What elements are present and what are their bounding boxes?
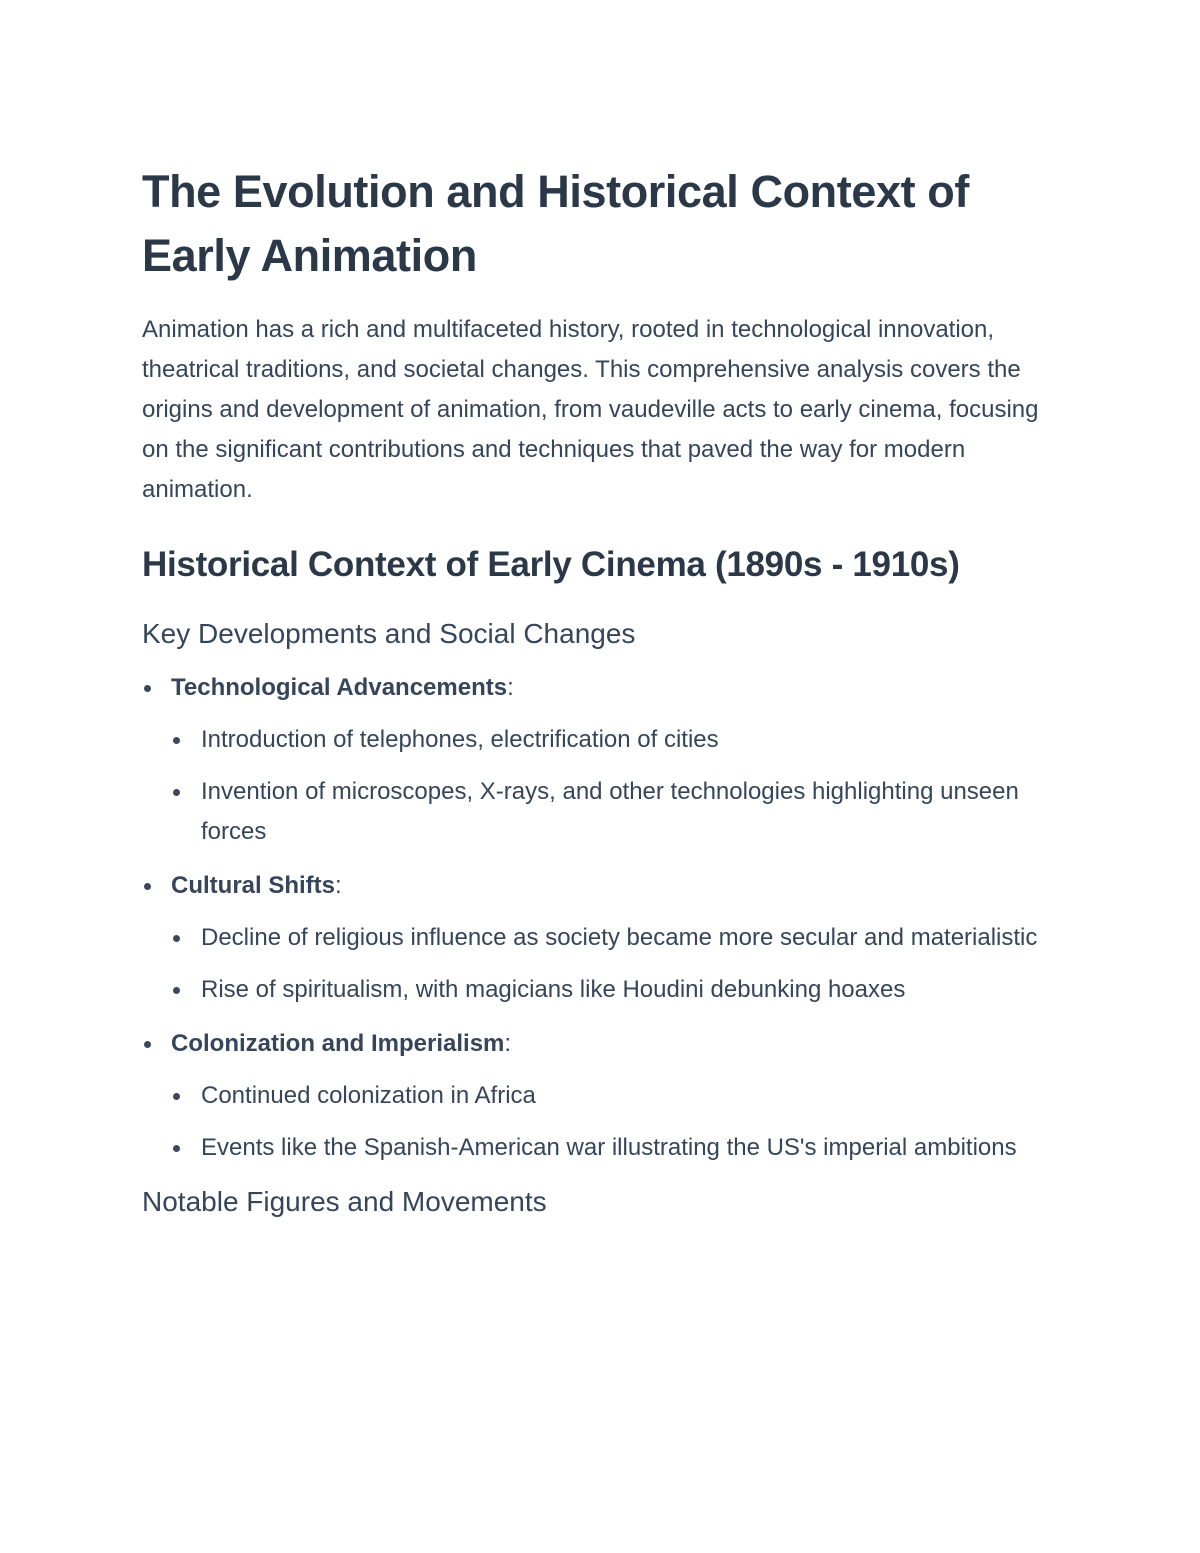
sub-list-item: Rise of spiritualism, with magicians like Houdini debunking hoaxes xyxy=(171,970,1067,1010)
sub-list xyxy=(171,720,1067,852)
bullet-icon xyxy=(144,883,151,890)
list-item-title: Technological Advancements: xyxy=(171,674,514,701)
bullet-icon xyxy=(144,685,151,692)
bullet-icon xyxy=(173,1093,180,1100)
sub-list-item: Invention of microscopes, X-rays, and other technologies highlighting unseen forces xyxy=(171,772,1067,852)
document-page xyxy=(142,160,1067,1222)
bullet-icon xyxy=(173,737,180,744)
subsection-heading: Key Developments and Social Changes xyxy=(142,618,636,649)
section-heading: Historical Context of Early Cinema (1890s - 1910s) xyxy=(142,545,960,584)
intro-paragraph: Animation has a rich and multifaceted history, rooted in technological innovation, theatrical traditions, and societal changes. This comprehensive analysis covers the origins and development of animation, from vaudeville acts to early cinema, focusing on the significant contributions and techniques that paved the way for modern animation. xyxy=(142,316,1039,503)
list-item-title: Cultural Shifts: xyxy=(171,872,342,899)
key-developments-list xyxy=(142,668,1067,1168)
document-title: The Evolution and Historical Context of Early Animation xyxy=(142,166,969,281)
list-item xyxy=(142,866,1067,1010)
bullet-icon xyxy=(173,1145,180,1152)
sub-list xyxy=(171,1076,1067,1168)
sub-list-item: Events like the Spanish-American war illustrating the US's imperial ambitions xyxy=(171,1128,1067,1168)
subsection-heading: Notable Figures and Movements xyxy=(142,1186,547,1217)
sub-list-item: Decline of religious influence as society became more secular and materialistic xyxy=(171,918,1067,958)
sub-list xyxy=(171,918,1067,1010)
bullet-icon xyxy=(144,1041,151,1048)
bullet-icon xyxy=(173,789,180,796)
bullet-icon xyxy=(173,987,180,994)
bullet-icon xyxy=(173,935,180,942)
list-item xyxy=(142,668,1067,852)
sub-list-item: Introduction of telephones, electrification of cities xyxy=(171,720,1067,760)
sub-list-item: Continued colonization in Africa xyxy=(171,1076,1067,1116)
list-item xyxy=(142,1024,1067,1168)
list-item-title: Colonization and Imperialism: xyxy=(171,1030,512,1057)
